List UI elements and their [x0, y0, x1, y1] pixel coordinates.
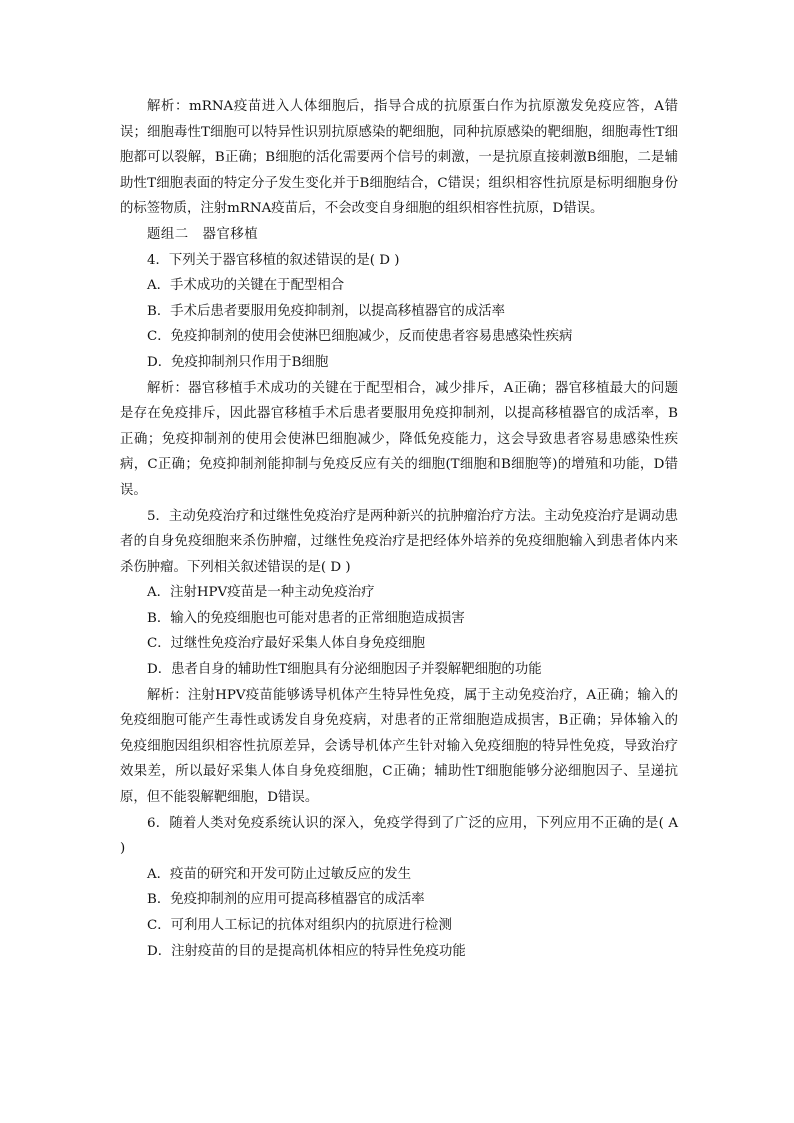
- question-5-option-b: B．输入的免疫细胞也可能对患者的正常细胞造成损害: [147, 610, 465, 626]
- question-6-option-b: B．免疫抑制剂的应用可提高移植器官的成活率: [147, 892, 425, 908]
- question-6-option-a: A．疫苗的研究和开发可防止过敏反应的发生: [147, 866, 412, 882]
- question-5-stem: 5．主动免疫治疗和过继性免疫治疗是两种新兴的抗肿瘤治疗方法。主动免疫治疗是调动患者的自身免疫细胞来杀伤肿瘤，过继性免疫治疗是把经体外培养的免疫细胞输入到患者体内来杀伤肿瘤。下列相关叙述错误的是( D ): [120, 508, 678, 575]
- page-content: [120, 94, 678, 964]
- question-5-option-d: D．患者自身的辅助性T细胞具有分泌细胞因子并裂解靶细胞的功能: [147, 662, 542, 678]
- question-5-option-a: A．注射HPV疫苗是一种主动免疫治疗: [147, 585, 375, 601]
- question-4-option-d: D．免疫抑制剂只作用于B细胞: [147, 354, 329, 370]
- question-5-analysis: 解析：注射HPV疫苗能够诱导机体产生特异性免疫，属于主动免疫治疗，A正确；输入的免疫细胞可能产生毒性或诱发自身免疫病，对患者的正常细胞造成损害，B正确；异体输入的免疫细胞因组织相容性抗原差异，会诱导机体产生针对输入免疫细胞的特异性免疫，导致治疗效果差，所以最好采集人体自身免疫细胞，C正确；辅助性T细胞能够分泌细胞因子、呈递抗原，但不能裂解靶细胞，D错误。: [120, 687, 678, 806]
- question-4-analysis: 解析：器官移植手术成功的关键在于配型相合，减少排斥，A正确；器官移植最大的问题是存在免疫排斥，因此器官移植手术后患者要服用免疫抑制剂，以提高移植器官的成活率，B正确；免疫抑制剂的使用会使淋巴细胞减少，降低免疫能力，这会导致患者容易患感染性疾病，C正确；免疫抑制剂能抑制与免疫反应有关的细胞(T细胞和B细胞等)的增殖和功能，D错误。: [120, 380, 678, 498]
- question-6-stem: 6．随着人类对免疫系统认识的深入，免疫学得到了广泛的应用，下列应用不正确的是( A ): [120, 815, 678, 857]
- question-6-option-c: C．可利用人工标记的抗体对组织内的抗原进行检测: [147, 918, 452, 933]
- question-4-option-b: B．手术后患者要服用免疫抑制剂，以提高移植器官的成活率: [147, 303, 505, 319]
- question-4-option-c: C．免疫抑制剂的使用会使淋巴细胞减少，反而使患者容易患感染性疾病: [147, 329, 573, 345]
- section-heading-organ-transplant: 题组二 器官移植: [147, 226, 259, 242]
- analysis-question-3: 解析：mRNA疫苗进入人体细胞后，指导合成的抗原蛋白作为抗原激发免疫应答，A错误；细胞毒性T细胞可以特异性识别抗原感染的靶细胞，同种抗原感染的靶细胞，细胞毒性T细胞都可以裂解，B正确；B细胞的活化需要两个信号的刺激，一是抗原直接刺激B细胞，二是辅助性T细胞表面的特定分子发生变化并于B细胞结合，C错误；组织相容性抗原是标明细胞身份的标签物质，注射mRNA疫苗后，不会改变自身细胞的组织相容性抗原，D错误。: [120, 99, 678, 217]
- question-4-option-a: A．手术成功的关键在于配型相合: [147, 278, 345, 294]
- question-6-option-d: D．注射疫苗的目的是提高机体相应的特异性免疫功能: [147, 943, 466, 959]
- question-5-option-c: C．过继性免疫治疗最好采集人体自身免疫细胞: [147, 636, 426, 652]
- question-4-stem: 4．下列关于器官移植的叙述错误的是( D ): [147, 252, 400, 268]
